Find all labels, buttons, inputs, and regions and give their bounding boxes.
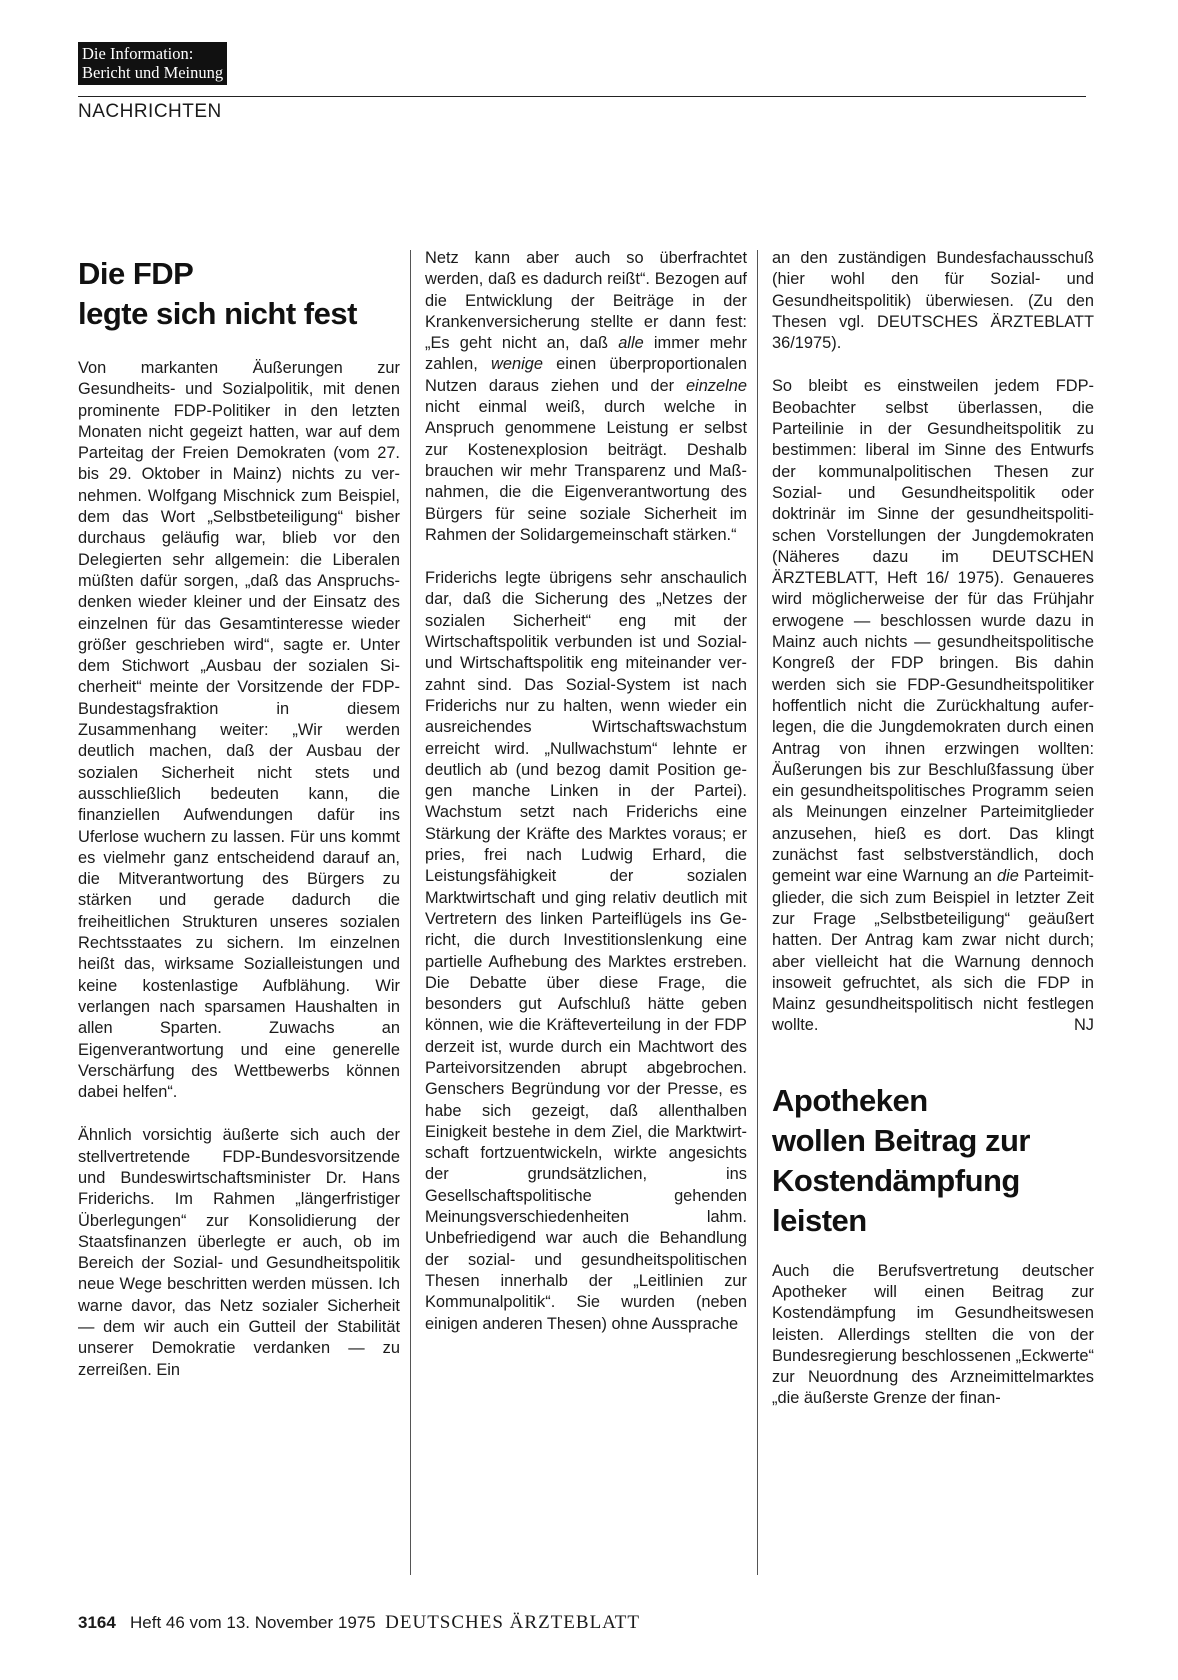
paragraph-6-text-a: So bleibt es einstweilen jedem FDP-Beobachter selbst überlassen, die Parteilinie in der Gesundheitspolitik zu bestimmen: liberal im Sinne des Entwurfs der kommunalpolitischen Thesen zur Sozial- und Gesundheitspolitik oder doktrinär im Sinne der gesundheitspolitischen Vorstellungen der Jungdemokraten (Näheres dazu im DEUTSCHEN ÄRZTEBLATT, Heft 16/ 1975). Genaueres wird möglicherweise der für das Frühjahr erwogene — beschlossen wurde dazu in Mainz auch nichts — gesundheitspolitische Kongreß der FDP bringen. Bis dahin werden sich sie FDP-Gesundheitspolitiker hoffentlich nicht die Zurückhaltung auferlegen, die die Jungdemokraten durch einen Antrag von ihnen erzwingen wollten: Äußerungen bis zur Beschlußfassung über ein gesundheitspolitisches Programm seien als Meinungen einzelner Parteimitglieder anzusehen, hieß es dort. Das klingt zunächst fast selbstverständlich, doch gemeint war eine Warnung an bbox=[772, 377, 1094, 886]
paragraph-3-text-b: immer mehr zahlen, bbox=[425, 334, 747, 374]
paragraph-3-text-a: Netz kann aber auch so überfrachtet werden, daß es dadurch reißt“. Bezogen auf die Entwicklung der Beiträge in der Krankenversicherung stellte er dann fest: „Es geht nicht an, daß bbox=[425, 249, 747, 353]
article-2-paragraph-1: Auch die Berufsvertretung deutscher Apotheker will einen Beitrag zur Kostendämpfung im Gesundheitswesen leisten. Allerdings stellten die von der Bundesregierung beschlossenen „Eckwerte“ zur Neuordnung des Arzneimittelmarktes „die äußerste Grenze der finan- bbox=[772, 1261, 1094, 1408]
page-number: 3164 bbox=[78, 1613, 116, 1632]
column-3 bbox=[772, 248, 1094, 1410]
column-divider-2 bbox=[757, 250, 758, 1575]
paragraph-6-text-b: Parteimitglieder, die sich zum Beispiel in letzter Zeit zur Frage „Selbstbeteiligung“ geäußert hatten. Der Antrag kam zwar nicht durch; aber vielleicht hat die Warnung dennoch insoweit gefruchtet, als sich die FDP in Mainz gesundheitspolitisch nicht festlegen wollte. bbox=[772, 867, 1094, 1035]
paragraph-6-emphasis: die bbox=[996, 867, 1019, 886]
masthead bbox=[78, 42, 227, 85]
article-1-paragraph-3 bbox=[425, 248, 747, 546]
masthead-line-2: Bericht und Meinung bbox=[82, 63, 224, 82]
column-divider-1 bbox=[410, 250, 411, 1575]
article-1-paragraph-2: Ähnlich vorsichtig äußerte sich auch der stellvertretende FDP-Bundesvorsitzende und Bundeswirtschaftsminister Dr. Hans Friderichs. Im Rahmen „längerfristiger Überlegungen“ zur Konsolidierung der Staatsfinanzen überlegte er auch, ob im Bereich der Sozial- und Gesundheitspolitik neue Wege beschritten werden müssen. Ich warne davor, das Netz sozialer Sicherheit — dem wir auch ein Gutteil der Stabilität unserer Demokratie verdanken — zu zerreißen. Ein bbox=[78, 1126, 400, 1379]
article-1-paragraph-6 bbox=[772, 376, 1094, 1036]
masthead-line-1: Die Information: bbox=[82, 44, 194, 63]
paragraph-3-emphasis-2: wenige bbox=[491, 355, 543, 374]
paragraph-3-emphasis-3: einzelne bbox=[685, 376, 747, 395]
article-1-paragraph-4: Friderichs legte übrigens sehr anschaulich dar, daß die Sicherung des „Netzes der sozialen Sicherheit“ eng mit der Wirtschaftspolitik verbunden ist und Sozial- und Wirtschaftspolitik eng miteinander verzahnt sind. Das Sozial-System ist nach Friderichs nur zu halten, wenn wieder ein ausreichendes Wirtschaftswachstum erreicht wird. „Nullwachstum“ lehnte er deutlich ab (und bezog damit Position gegen manche Linken in der Partei). Wachstum setzt nach Friderichs eine Stärkung der Kräfte des Marktes voraus; er pries, frei nach Ludwig Erhard, die Leistungsfähigkeit der sozialen Marktwirtschaft und ging relativ deutlich mit Vertretern des linken Parteiflügels ins Gericht, die durch Investitionslenkung eine partielle Aufhebung des Marktes erstreben. Die Debatte über diese Frage, die besonders gut Aufschluß hätte geben können, wie die Kräfteverteilung in der FDP derzeit ist, wurde durch ein Machtwort des Parteivorsitzenden abrupt abgebrochen. Genschers Begründung vor der Presse, es habe sich gezeigt, daß allenthalben Einigkeit bestehe in dem Ziel, die Marktwirtschaft fortzuentwickeln, wirkte angesichts der grundsätzlichen, ins Gesellschaftspolitische gehenden Meinungsverschiedenheiten lahm. Unbefriedigend war auch die Behandlung der sozial- und gesundheitspolitischen Thesen innerhalb der „Leitlinien zur Kommunalpolitik“. Sie wurden (neben einigen anderen Thesen) ohne Aussprache bbox=[425, 569, 747, 1333]
column-1 bbox=[78, 248, 400, 1381]
article-1-signature: NJ bbox=[1073, 1016, 1094, 1035]
article-2-title-line-1: Apotheken bbox=[772, 1082, 928, 1118]
journal-name: DEUTSCHES ÄRZTEBLATT bbox=[385, 1612, 640, 1633]
article-1-title-line-1: Die FDP bbox=[78, 256, 194, 291]
article-spacer bbox=[772, 1037, 1094, 1081]
paragraph-3-emphasis-1: alle bbox=[618, 334, 644, 353]
header-rule bbox=[78, 96, 1086, 97]
paragraph-3-text-d: nicht einmal weiß, durch welche in Anspruch genommene Leistung er selbst zur Kostenexplosion beiträgt. Deshalb brauchen wir mehr Transparenz und Maßnahmen, die die Eigenverantwortung des Bürgers für seine soziale Sicherheit im Rahmen der Solidargemeinschaft stärken.“ bbox=[425, 398, 747, 544]
article-2-title-line-3: Kostendämpfung bbox=[772, 1162, 1020, 1198]
page-footer bbox=[78, 1612, 640, 1634]
article-2-title-line-4: leisten bbox=[772, 1202, 867, 1238]
section-label: NACHRICHTEN bbox=[78, 101, 222, 122]
paragraph-3-text-c: einen überproportionalen Nutzen daraus ziehen und der bbox=[425, 355, 747, 395]
article-2-title-line-2: wollen Beitrag zur bbox=[772, 1122, 1030, 1158]
article-1-title bbox=[78, 254, 400, 334]
article-1-paragraph-1: Von markanten Äußerungen zur Gesundheits- und Sozialpolitik, mit denen prominente FDP-Politiker in den letzten Monaten nicht gegeizt hatten, war auf dem Parteitag der Freien Demokraten (vom 27. bis 29. Oktober in Mainz) nichts zu vernehmen. Wolfgang Mischnick zum Beispiel, dem das Wort „Selbstbeteiligung“ bisher durchaus geläufig war, blieb vor den Delegierten sehr allgemein: die Liberalen müßten dafür sorgen, „daß das Anspruchsdenken wieder kleiner und der Einsatz des einzelnen für das Gesamtinteresse wieder größer geschrieben wird“, sagte er. Unter dem Stichwort „Ausbau der sozialen Sicherheit“ meinte der Vorsitzende der FDP-Bundestagsfraktion in diesem Zusammenhang weiter: „Wir werden deutlich machen, daß der Ausbau der sozialen Sicherheit nicht stets und ausschließlich bedeuten kann, die finanziellen Aufwendungen dafür ins Uferlose wuchern zu lassen. Für uns kommt es vielmehr ganz entscheidend darauf an, die Mitverantwortung des Bürgers zu stärken und gerade dadurch die freiheitlichen Strukturen unseres sozialen Rechtsstaates zu sichern. Im einzelnen heißt das, wirksame Sozialleistungen und keine kostenlastige Aufblähung. Wir verlangen nach sparsamen Haushalten in allen Sparten. Zuwachs an Eigenverantwortung und eine generelle Verschärfung des Wettbewerbs können dabei helfen“. bbox=[78, 359, 400, 1102]
article-1-title-line-2: legte sich nicht fest bbox=[78, 296, 357, 331]
issue-info: Heft 46 vom 13. November 1975 bbox=[130, 1613, 376, 1632]
article-2-title bbox=[772, 1081, 1094, 1241]
article-1-paragraph-5: an den zuständigen Bundesfachausschuß (hier wohl den für Sozial- und Gesundheitspolitik) überwiesen. (Zu den Thesen vgl. DEUTSCHES ÄRZTEBLATT 36/1975). bbox=[772, 249, 1094, 353]
column-2 bbox=[425, 248, 747, 1335]
